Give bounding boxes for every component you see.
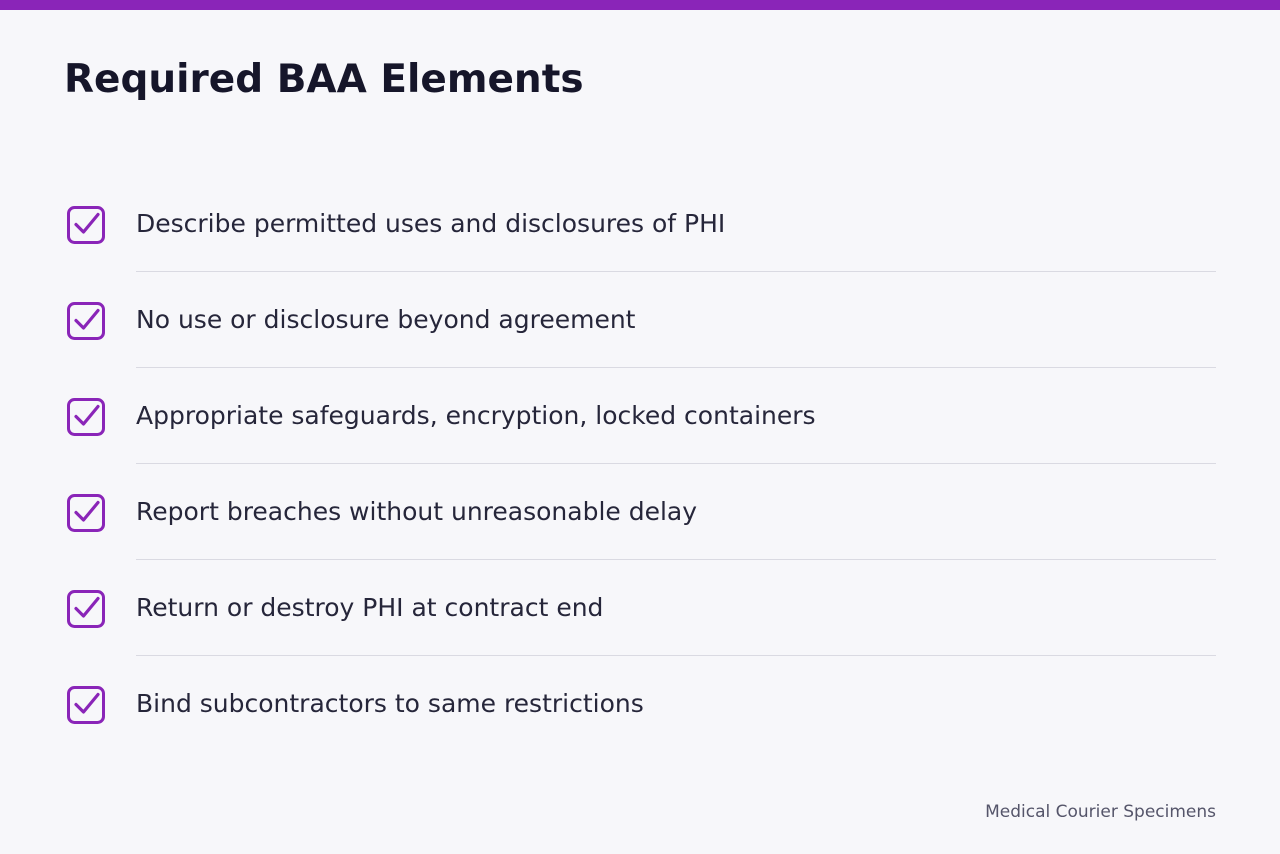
- checklist-item-label: Return or destroy PHI at contract end: [136, 593, 604, 622]
- checkbox-checked-icon[interactable]: [66, 397, 106, 437]
- checklist-item: [0, 464, 1280, 560]
- checklist-item-label: No use or disclosure beyond agreement: [136, 305, 636, 334]
- checklist-item-label: Appropriate safeguards, encryption, locked containers: [136, 401, 816, 430]
- checkbox-checked-icon[interactable]: [66, 493, 106, 533]
- checkbox-checked-icon[interactable]: [66, 301, 106, 341]
- footer-source: Medical Courier Specimens: [985, 802, 1216, 822]
- checkbox-checked-icon[interactable]: [66, 589, 106, 629]
- checkbox-checked-icon[interactable]: [66, 685, 106, 725]
- checklist-item: [0, 272, 1280, 368]
- checklist-item-label: Bind subcontractors to same restrictions: [136, 689, 644, 718]
- checklist-item-label: Report breaches without unreasonable delay: [136, 497, 698, 526]
- page-title: Required BAA Elements: [64, 57, 584, 102]
- checklist-item-label: Describe permitted uses and disclosures of PHI: [136, 209, 726, 238]
- checklist-item: [0, 656, 1280, 752]
- checklist-item: [0, 560, 1280, 656]
- checklist-item: [0, 176, 1280, 272]
- accent-top-bar: [0, 0, 1280, 10]
- checklist-item: [0, 368, 1280, 464]
- checkbox-checked-icon[interactable]: [66, 205, 106, 245]
- checklist: [0, 176, 1280, 752]
